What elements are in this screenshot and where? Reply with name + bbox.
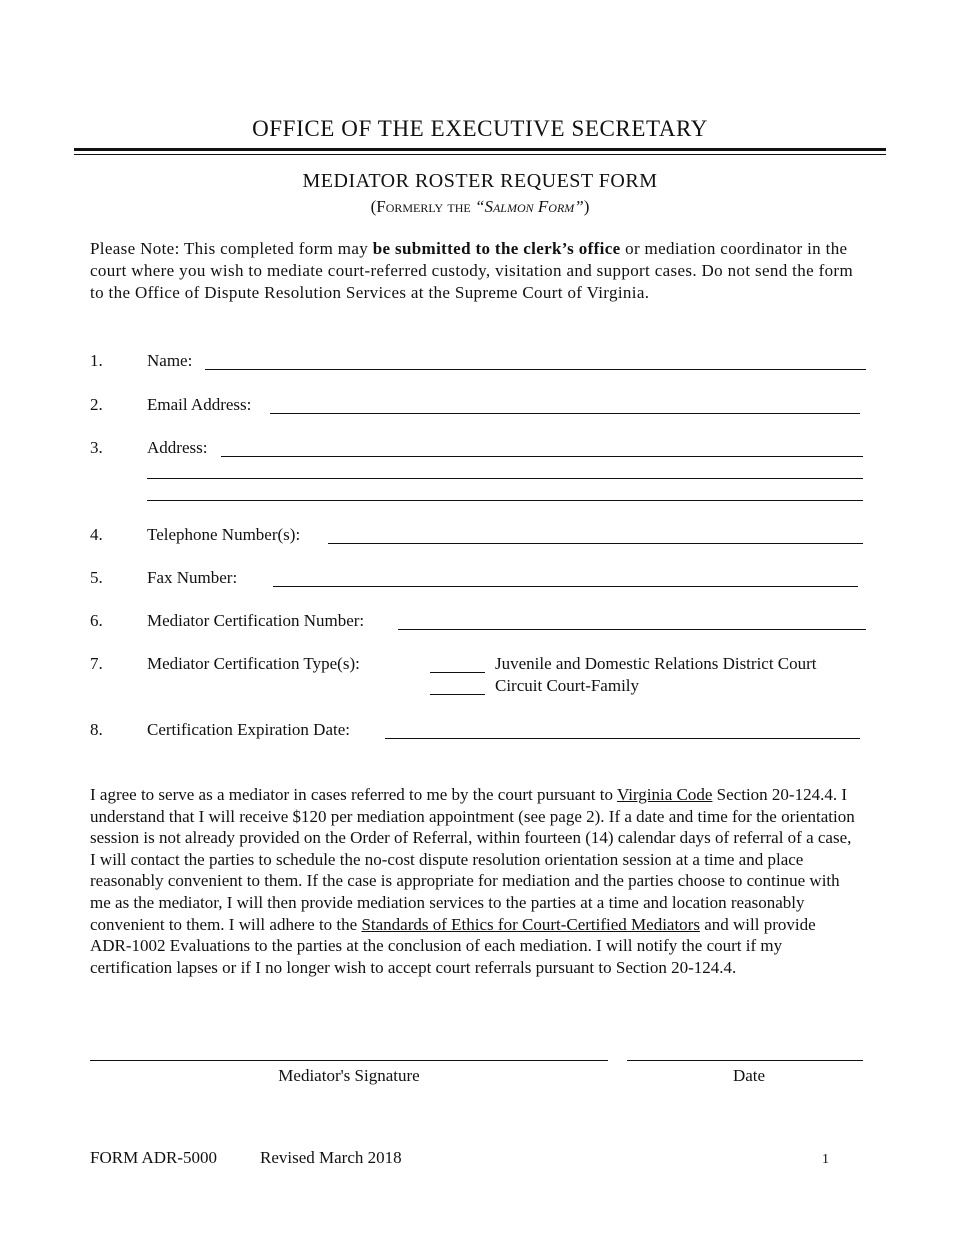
agreement-text-2: Section 20-124.4. I understand that I will receive $120 per mediation appointment (see page 2). If a date and time for the orientation session is not already provided on the Order of Referral, within fourteen (14) calendar days of referral of a case, I will contact the parties to schedule the no-cost dispute resolution orientation session at a time and place reasonably convenient to them. If the case is appropriate for mediation and the parties choose to continue with me as the mediator, I will then provide mediation services to the parties at a time and location reasonably convenient to them. I will adhere to the — [90, 785, 855, 934]
field-label: Certification Expiration Date: — [147, 720, 350, 739]
field-number: 8. — [90, 720, 103, 739]
address-input-line-3[interactable] — [147, 482, 863, 501]
virginia-code-link[interactable]: Virginia Code — [616, 785, 713, 804]
address-input-line-2[interactable] — [147, 460, 863, 479]
office-heading: OFFICE OF THE EXECUTIVE SECRETARY — [252, 116, 708, 141]
agreement-text-3: and will provide ADR-1002 Evaluations to the parties at the conclusion of each mediation. I will notify the court if my certification lapses or if I no longer wish to accept court referrals pursuant to Section 20-124.4. — [90, 914, 816, 977]
jdr-court-checkbox-line[interactable] — [430, 654, 485, 673]
field-label: Mediator Certification Type(s): — [147, 654, 360, 673]
field-number: 7. — [90, 654, 103, 673]
header-rule-thick — [74, 148, 886, 151]
field-expiration-date — [90, 720, 870, 744]
signature-caption: Mediator's Signature — [278, 1066, 420, 1085]
field-label: Email Address: — [147, 395, 252, 414]
note-intro: Please Note: This completed form may — [90, 239, 373, 258]
signature-line[interactable] — [90, 1060, 608, 1061]
agreement-text-1: I agree to serve as a mediator in cases referred to me by the court pursuant to — [90, 785, 617, 804]
email-input-line[interactable] — [270, 395, 860, 414]
note-rest: or mediation coordinator in the court where you wish to mediate court-referred custody, visitation and support cases. Do not send the form to the Office of Dispute Resolution Services at the Supreme Court of Virginia. — [90, 239, 854, 302]
field-label: Fax Number: — [147, 568, 238, 587]
header-rule-thin — [74, 154, 886, 155]
date-caption: Date — [732, 1066, 766, 1085]
field-label: Name: — [147, 351, 193, 370]
fax-input-line[interactable] — [273, 568, 858, 587]
date-line[interactable] — [627, 1060, 863, 1061]
field-label: Mediator Certification Number: — [147, 611, 365, 630]
form-subtitle-open: (Formerly the — [370, 197, 476, 216]
form-subtitle-close: ) — [583, 197, 590, 216]
field-email — [90, 395, 870, 419]
address-input-line-1[interactable] — [221, 438, 863, 457]
field-certification-number — [90, 611, 870, 635]
field-number: 1. — [90, 351, 103, 370]
field-number: 3. — [90, 438, 103, 457]
field-number: 2. — [90, 395, 103, 414]
expiration-date-input-line[interactable] — [385, 720, 860, 739]
form-subtitle — [90, 197, 870, 217]
agreement-paragraph — [90, 784, 860, 978]
note-bold: be submitted to the clerk’s office — [372, 239, 621, 258]
telephone-input-line[interactable] — [328, 525, 863, 544]
field-number: 5. — [90, 568, 103, 587]
circuit-court-checkbox-line[interactable] — [430, 676, 485, 695]
field-telephone — [90, 525, 870, 549]
form-subtitle-name: “Salmon Form” — [475, 197, 584, 216]
revision-date: Revised March 2018 — [260, 1148, 402, 1167]
form-title: MEDIATOR ROSTER REQUEST FORM — [302, 170, 658, 192]
name-input-line[interactable] — [205, 351, 866, 370]
field-label: Address: — [147, 438, 208, 457]
field-number: 4. — [90, 525, 103, 544]
cert-type-option: Circuit Court-Family — [495, 676, 640, 695]
field-label: Telephone Number(s): — [147, 525, 301, 544]
cert-type-option: Juvenile and Domestic Relations District Court — [495, 654, 817, 673]
please-note-paragraph — [90, 238, 870, 304]
field-number: 6. — [90, 611, 103, 630]
field-fax — [90, 568, 870, 592]
certification-number-input-line[interactable] — [398, 611, 866, 630]
field-address — [90, 438, 870, 462]
field-name — [90, 351, 870, 375]
ethics-standards-link[interactable]: Standards of Ethics for Court-Certified Mediators — [361, 914, 700, 934]
page-number: 1 — [822, 1152, 829, 1167]
form-id: FORM ADR-5000 — [90, 1148, 218, 1167]
